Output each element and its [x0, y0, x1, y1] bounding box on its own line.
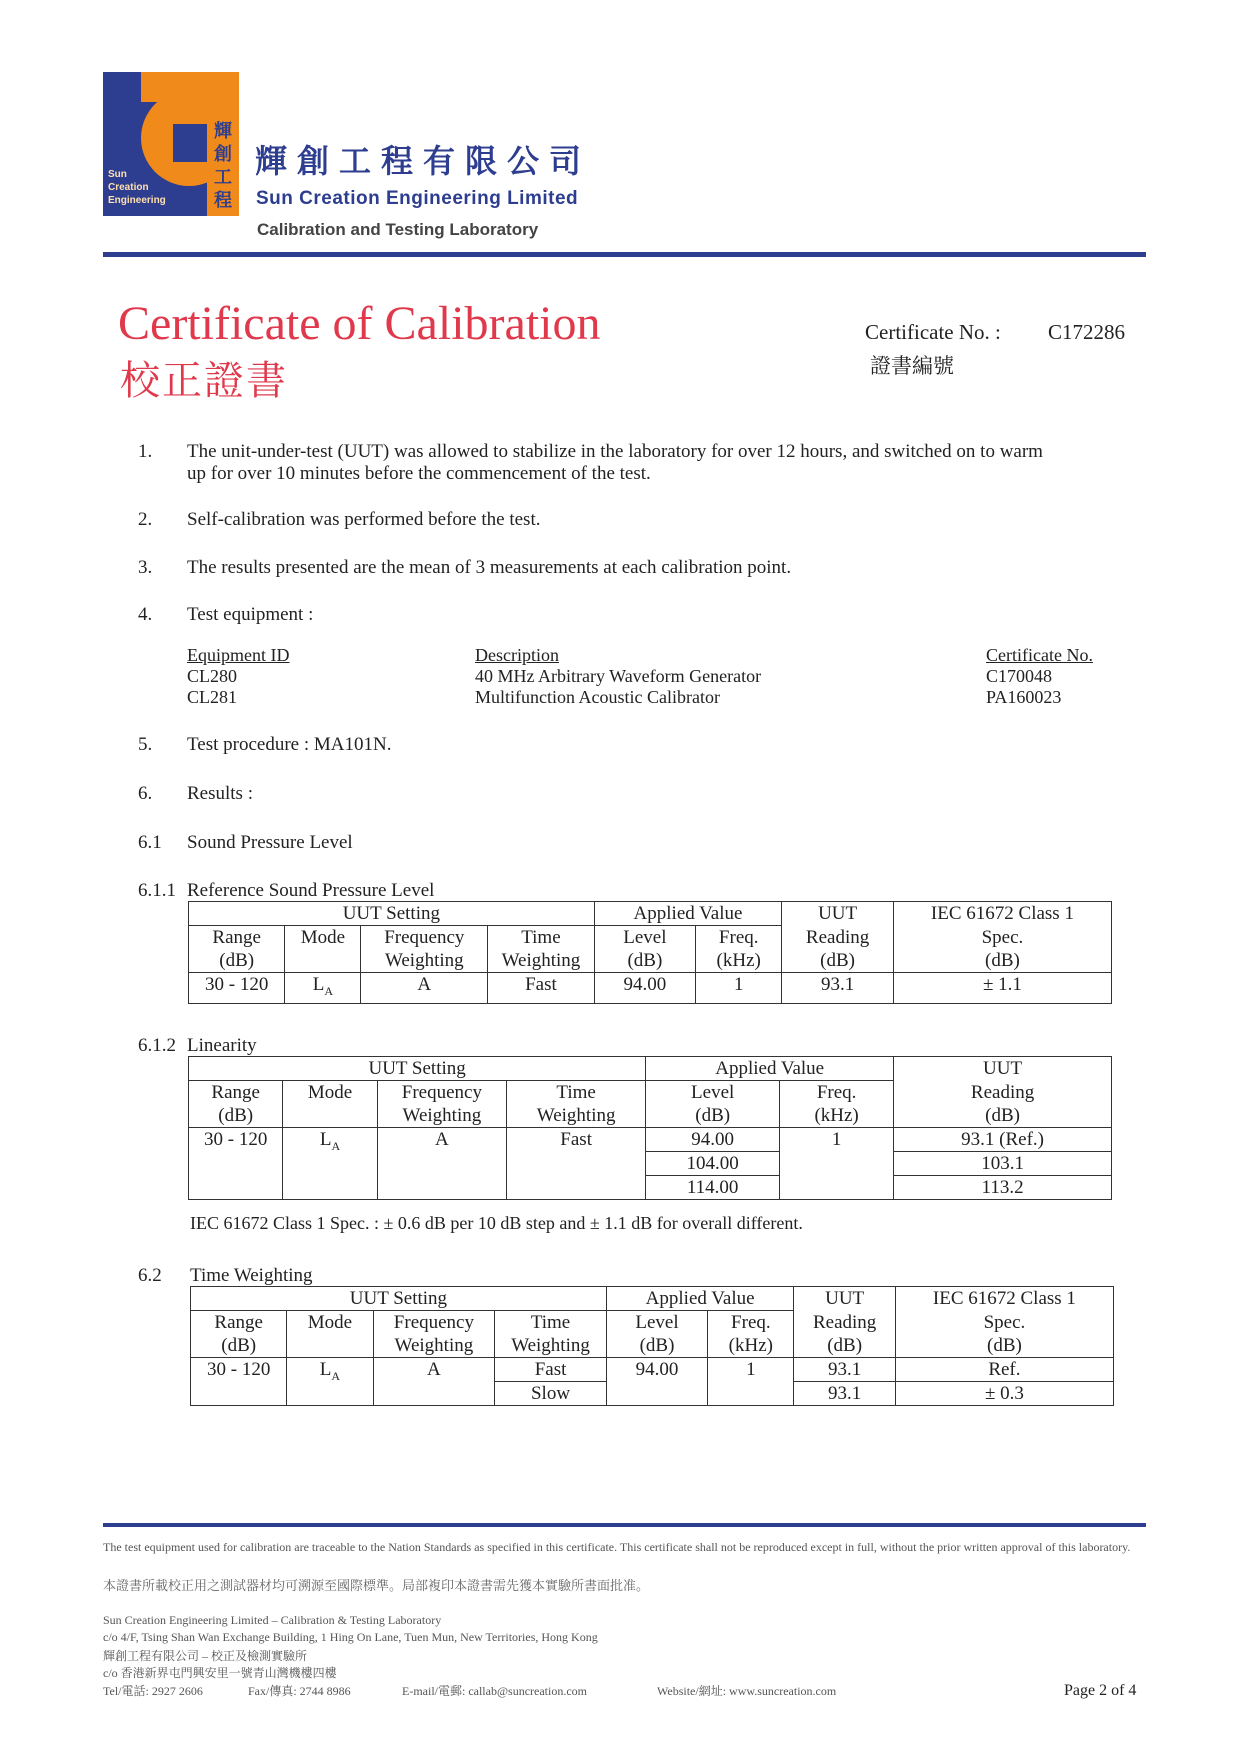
- item-number: 1.: [138, 441, 153, 462]
- item-text: The results presented are the mean of 3 measurements at each calibration point.: [187, 557, 792, 578]
- item-number: 2.: [138, 509, 153, 530]
- table-row: 114.00 113.2: [189, 1176, 1112, 1200]
- table-group-header: Applied Value: [606, 1287, 794, 1311]
- company-name: Sun Creation Engineering Limited: [256, 188, 579, 209]
- item-number: 5.: [138, 734, 153, 755]
- lab-name: Calibration and Testing Laboratory: [257, 220, 539, 239]
- footer-address-line: 輝創工程有限公司 – 校正及檢測實驗所: [103, 1649, 308, 1663]
- footer-website[interactable]: Website/網址: www.suncreation.com: [657, 1684, 837, 1698]
- certificate-title-chinese: 校正證書: [120, 358, 288, 403]
- table-row: 30 - 120 $L_A$ A Fast 94.00 1 93.1 (Ref.): [189, 1128, 1112, 1152]
- traceability-note-chinese: 本證書所載校正用之測試器材均可溯源至國際標準。局部複印本證書需先獲本實驗所書面批准。: [103, 1578, 650, 1593]
- table-group-header: Applied Value: [646, 1057, 894, 1081]
- company-name-chinese: 輝創工程有限公司: [255, 143, 592, 179]
- column-header: Frequency Weighting: [361, 926, 488, 973]
- company-logo: [103, 72, 239, 216]
- column-header: Freq. (kHz): [708, 1311, 794, 1358]
- column-header: Spec. (dB): [895, 1311, 1113, 1358]
- equipment-certificate-column: Certificate No. C170048 PA160023: [986, 645, 1093, 707]
- column-header: Mode: [283, 1081, 377, 1128]
- table-row: 30 - 120 $L_A$ A Fast 94.00 1 93.1 Ref.: [191, 1358, 1114, 1382]
- section-title: Sound Pressure Level: [187, 832, 353, 853]
- column-header: Mode: [285, 926, 361, 973]
- footer-email[interactable]: E-mail/電郵: callab@suncreation.com: [402, 1684, 587, 1698]
- item-text: The unit-under-test (UUT) was allowed to stabilize in the laboratory for over 12 hours, and switched on to warm up for over 10 minutes before the commencement of the test.: [187, 441, 1043, 484]
- section-title: Linearity: [187, 1035, 257, 1056]
- table-group-header: UUT: [794, 1287, 895, 1311]
- table-group-header: UUT Setting: [191, 1287, 607, 1311]
- column-header: Time Weighting: [495, 1311, 607, 1358]
- time-weighting-table: [190, 1286, 1114, 1406]
- footer-address-line: c/o 4/F, Tsing Shan Wan Exchange Building, 1 Hing On Lane, Tuen Mun, New Territories, Hong Kong: [103, 1630, 598, 1644]
- table-row: 30 - 120 $L_A$ A Fast 94.00 1 93.1 ± 1.1: [189, 973, 1112, 1004]
- section-title: Reference Sound Pressure Level: [187, 880, 435, 901]
- column-header: Freq. (kHz): [696, 926, 782, 973]
- logo-chinese-text: 輝 創 工 程: [214, 121, 232, 210]
- section-number: 6.1.1: [138, 880, 176, 901]
- item-text: Results :: [187, 783, 253, 804]
- page-number: Page 2 of 4: [1064, 1682, 1137, 1699]
- section-number: 6.1.2: [138, 1035, 176, 1056]
- column-header: Level (dB): [594, 926, 695, 973]
- column-header: Level (dB): [646, 1081, 780, 1128]
- certificate-number-label: Certificate No. :: [865, 320, 1001, 344]
- item-text: Self-calibration was performed before the test.: [187, 509, 541, 530]
- footer-fax: Fax/傳真: 2744 8986: [248, 1684, 351, 1698]
- footer-address-line: c/o 香港新界屯門興安里一號青山灣機樓四樓: [103, 1666, 337, 1680]
- linearity-table: [188, 1056, 1112, 1200]
- table-row: 104.00 103.1: [189, 1152, 1112, 1176]
- section-number: 6.1: [138, 832, 162, 853]
- column-header: Reading (dB): [894, 1081, 1112, 1128]
- equipment-description-column: Description 40 MHz Arbitrary Waveform Generator Multifunction Acoustic Calibrator: [475, 645, 762, 707]
- certificate-number: C172286: [1048, 320, 1126, 344]
- header-divider: [103, 252, 1146, 257]
- column-header: Frequency Weighting: [373, 1311, 495, 1358]
- item-number: 6.: [138, 783, 153, 804]
- item-text: Test procedure : MA101N.: [187, 734, 392, 755]
- column-header: Mode: [287, 1311, 373, 1358]
- column-header: Level (dB): [606, 1311, 707, 1358]
- table-group-header: UUT: [782, 902, 894, 926]
- footer-tel: Tel/電話: 2927 2606: [103, 1684, 203, 1698]
- reference-spl-table: [188, 901, 1112, 1004]
- certificate-title: Certificate of Calibration: [118, 297, 601, 350]
- table-group-header: IEC 61672 Class 1: [893, 902, 1111, 926]
- item-number: 4.: [138, 604, 153, 625]
- table-group-header: UUT Setting: [189, 1057, 646, 1081]
- column-header: Time Weighting: [488, 926, 595, 973]
- footer-divider: [103, 1523, 1146, 1527]
- traceability-note: The test equipment used for calibration are traceable to the Nation Standards as specified in this certificate. This certificate shall not be reproduced except in full, without the prior written approval of this laboratory.: [103, 1540, 1131, 1554]
- section-number: 6.2: [138, 1265, 162, 1286]
- section-title: Time Weighting: [190, 1265, 313, 1286]
- column-header: Range (dB): [191, 1311, 287, 1358]
- column-header: Range (dB): [189, 926, 285, 973]
- table-group-header: UUT Setting: [189, 902, 595, 926]
- footer-address-line: Sun Creation Engineering Limited – Calibration & Testing Laboratory: [103, 1613, 442, 1627]
- column-header: Freq. (kHz): [780, 1081, 894, 1128]
- column-header: Reading (dB): [782, 926, 894, 973]
- table-row: Slow 93.1 ± 0.3: [191, 1382, 1114, 1406]
- certificate-number-label-chinese: 證書編號: [870, 354, 954, 378]
- equipment-id-column: Equipment ID CL280 CL281: [187, 645, 290, 707]
- column-header: Time Weighting: [507, 1081, 646, 1128]
- column-header: Reading (dB): [794, 1311, 895, 1358]
- item-text: Test equipment :: [187, 604, 314, 625]
- linearity-spec-note: IEC 61672 Class 1 Spec. : ± 0.6 dB per 10 dB step and ± 1.1 dB for overall different.: [190, 1213, 803, 1233]
- column-header: Frequency Weighting: [377, 1081, 506, 1128]
- table-group-header: Applied Value: [594, 902, 782, 926]
- column-header: Range (dB): [189, 1081, 283, 1128]
- table-group-header: IEC 61672 Class 1: [895, 1287, 1113, 1311]
- item-number: 3.: [138, 557, 153, 578]
- column-header: Spec. (dB): [893, 926, 1111, 973]
- table-group-header: UUT: [894, 1057, 1112, 1081]
- logo-text: Sun Creation Engineering: [108, 169, 166, 206]
